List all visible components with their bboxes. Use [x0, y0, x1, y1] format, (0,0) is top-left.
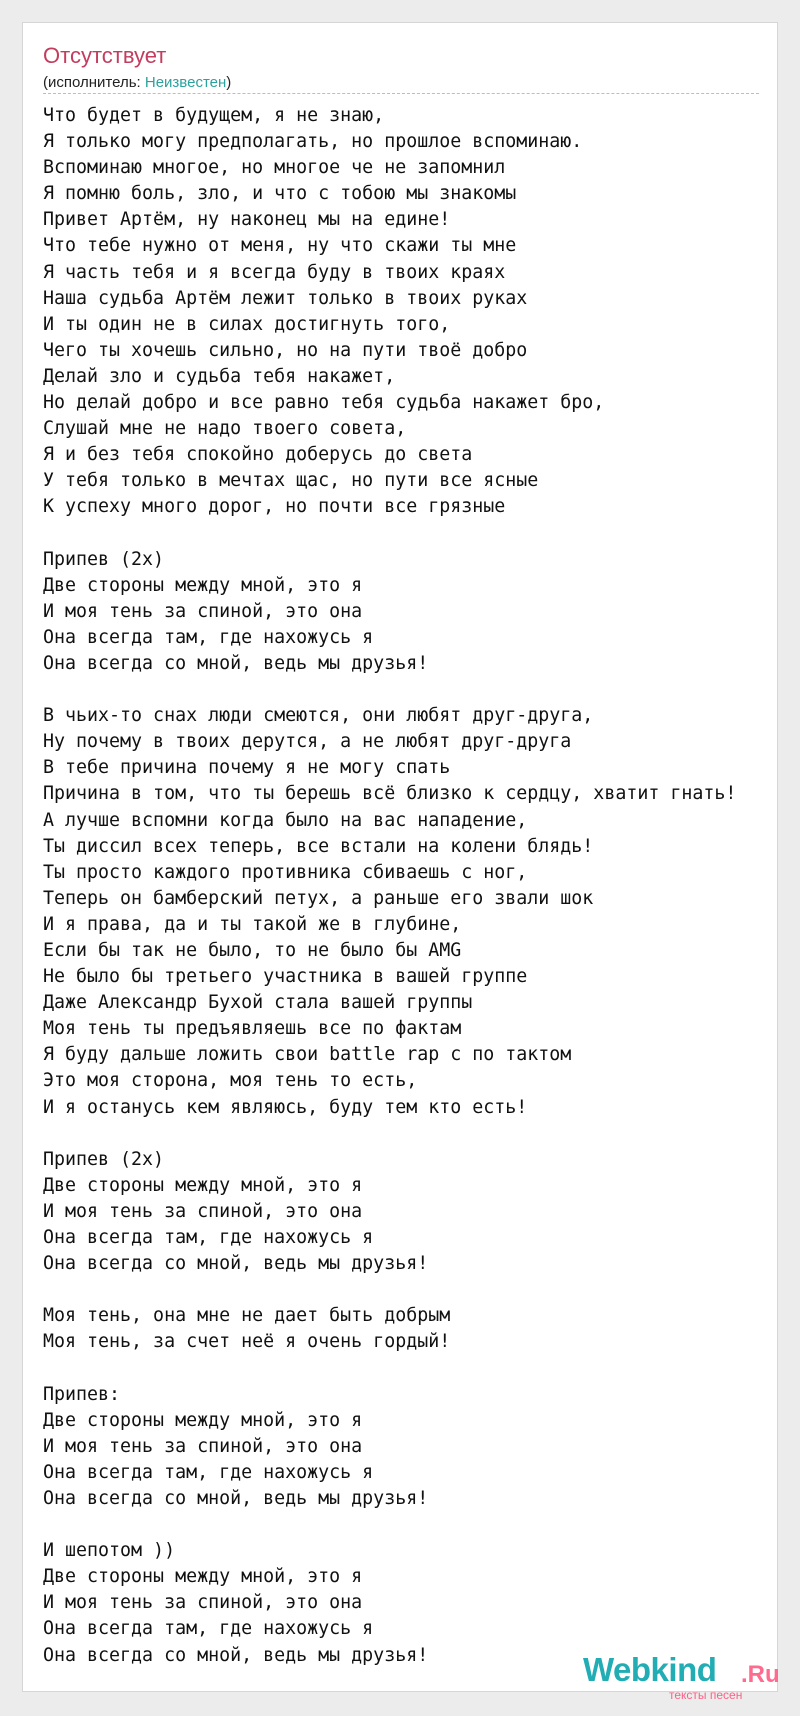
lyric-line: Она всегда со мной, ведь мы друзья! — [43, 1644, 429, 1666]
logo-name: Webkind — [583, 1651, 717, 1688]
lyric-line: Она всегда там, где нахожусь я — [43, 1461, 374, 1483]
lyric-line: Моя тень, она мне не дает быть добрым — [43, 1305, 451, 1327]
lyric-line: Она всегда со мной, ведь мы друзья! — [43, 1487, 429, 1509]
lyric-line: Делай зло и судьба тебя накажет, — [43, 365, 396, 387]
lyric-line: Даже Александр Бухой стала вашей группы — [43, 992, 473, 1014]
lyrics-text — [43, 103, 736, 1669]
lyric-line: Моя тень ты предъявляешь все по фактам — [43, 1018, 462, 1040]
lyric-line: Она всегда со мной, ведь мы друзья! — [43, 652, 429, 674]
lyric-line: И я останусь кем являюсь, буду тем кто есть! — [43, 1096, 528, 1118]
logo-tagline: тексты песен — [669, 1688, 743, 1702]
lyric-line: И шепотом )) — [43, 1540, 176, 1562]
lyric-line: Что тебе нужно от меня, ну что скажи ты мне — [43, 235, 517, 257]
lyric-line: Она всегда со мной, ведь мы друзья! — [43, 1253, 429, 1275]
lyric-line: И моя тень за спиной, это она — [43, 1592, 363, 1614]
site-logo[interactable] — [583, 1651, 783, 1701]
artist-line — [43, 74, 231, 91]
lyric-line: Она всегда там, где нахожусь я — [43, 626, 374, 648]
lyric-line: Припев: — [43, 1383, 121, 1405]
lyric-line: Две стороны между мной, это я — [43, 1409, 363, 1431]
lyric-line: Теперь он бамберский петух, а раньше его звали шок — [43, 887, 594, 909]
lyric-line: Я буду дальше ложить свои battle rap с по тактом — [43, 1044, 572, 1066]
logo-tld: .Ru — [741, 1661, 780, 1688]
lyric-line: Чего ты хочешь сильно, но на пути твоё добро — [43, 339, 528, 361]
lyric-line: Привет Артём, ну наконец мы на едине! — [43, 209, 451, 231]
lyric-line: Она всегда там, где нахожусь я — [43, 1227, 374, 1249]
song-title: Отсутствует — [43, 43, 167, 68]
lyric-line: Она всегда там, где нахожусь я — [43, 1618, 374, 1640]
lyric-line: И я права, да и ты такой же в глубине, — [43, 913, 462, 935]
lyric-line: Не было бы третьего участника в вашей группе — [43, 966, 528, 988]
lyric-line: Наша судьба Артём лежит только в твоих руках — [43, 287, 528, 309]
lyric-line: Если бы так не было, то не было бы AMG — [43, 940, 462, 961]
lyric-line: Две стороны между мной, это я — [43, 1174, 363, 1196]
lyric-line: И моя тень за спиной, это она — [43, 600, 363, 622]
header-divider — [43, 93, 759, 94]
lyric-line: И моя тень за спиной, это она — [43, 1200, 363, 1222]
lyric-line: К успеху много дорог, но почти все грязные — [43, 496, 506, 518]
lyric-line: И ты один не в силах достигнуть того, — [43, 313, 451, 335]
lyrics-card — [22, 22, 780, 1702]
lyric-line: Я помню боль, зло, и что с тобою мы знакомы — [43, 183, 517, 205]
lyric-line: Припев (2x) — [43, 548, 165, 570]
lyric-line: Две стороны между мной, это я — [43, 1566, 363, 1588]
lyric-line: У тебя только в мечтах щас, но пути все ясные — [43, 470, 539, 492]
lyric-line: Что будет в будущем, я не знаю, — [43, 105, 385, 126]
lyric-line: В чьих-то снах люди смеются, они любят друг-друга, — [43, 705, 594, 727]
lyric-line: Причина в том, что ты берешь всё близко к сердцу, хватит гнать! — [43, 783, 737, 805]
lyric-line: Две стороны между мной, это я — [43, 574, 363, 596]
lyric-line: Это моя сторона, моя тень то есть, — [43, 1070, 418, 1092]
artist-link[interactable]: Неизвестен — [144, 74, 227, 91]
artist-suffix: ) — [226, 74, 232, 91]
lyric-line: Слушай мне не надо твоего совета, — [43, 418, 407, 440]
lyric-line: В тебе причина почему я не могу спать — [43, 757, 451, 779]
artist-prefix: (исполнитель: — [43, 74, 145, 91]
lyric-line: Вспоминаю многое, но многое че не запомнил — [43, 157, 506, 179]
lyric-line: Моя тень, за счет неё я очень гордый! — [43, 1331, 451, 1353]
lyric-line: Ты просто каждого противника сбиваешь с ног, — [43, 861, 528, 883]
lyric-line: Я только могу предполагать, но прошлое вспоминаю. — [43, 131, 583, 153]
lyric-line: Ты диссил всех теперь, все встали на колени блядь! — [43, 835, 594, 857]
lyric-line: Я и без тебя спокойно доберусь до света — [43, 444, 473, 466]
lyric-line: А лучше вспомни когда было на вас нападение, — [43, 809, 528, 831]
lyric-line: Ну почему в твоих дерутся, а не любят друг-друга — [43, 731, 572, 753]
lyric-line: Я часть тебя и я всегда буду в твоих краях — [43, 261, 506, 283]
lyric-line: И моя тень за спиной, это она — [43, 1435, 363, 1457]
lyric-line: Но делай добро и все равно тебя судьба накажет бро, — [43, 392, 605, 414]
lyric-line: Припев (2x) — [43, 1148, 165, 1170]
